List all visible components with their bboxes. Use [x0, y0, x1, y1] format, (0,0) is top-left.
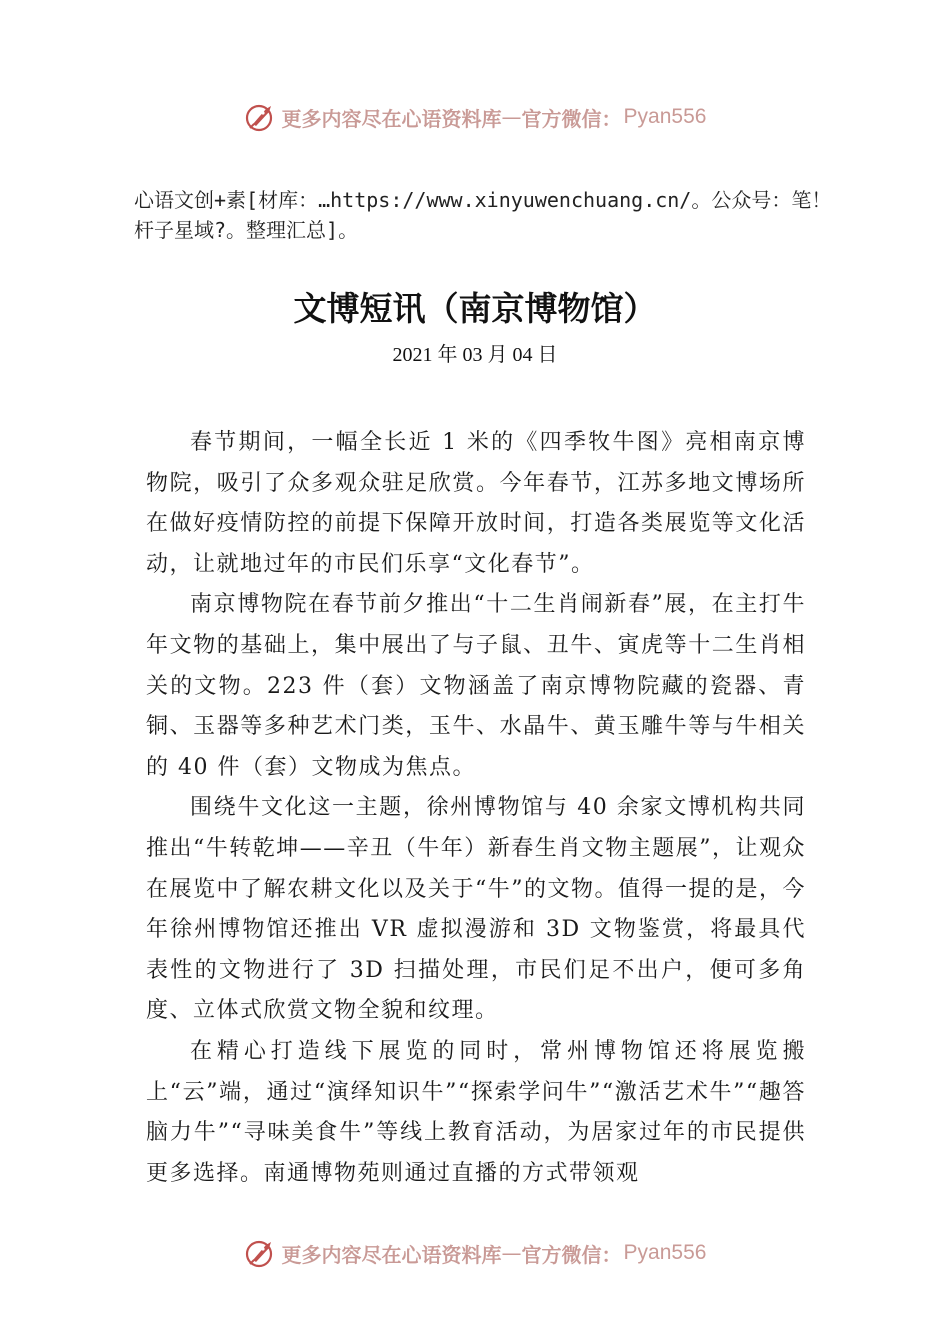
- pen-nib-icon: [244, 1236, 278, 1270]
- paragraph: 春节期间，一幅全长近 1 米的《四季牧牛图》亮相南京博物院，吸引了众多观众驻足欣赏。今年春节，江苏多地文博场所在做好疫情防控的前提下保障开放时间，打造各类展览等文化活动，让就地过年的市民们乐享“文化春节”。: [146, 430, 806, 577]
- paragraph: 南京博物院在春节前夕推出“十二生肖闹新春”展，在主打牛年文物的基础上，集中展出了与子鼠、丑牛、寅虎等十二生肖相关的文物。223 件（套）文物涵盖了南京博物院藏的瓷器、青铜、玉器等多种艺术门类，玉牛、水晶牛、黄玉雕牛等与牛相关的 40 件（套）文物成为焦点。: [146, 592, 806, 780]
- banner-separator: —: [501, 105, 522, 129]
- banner-separator: —: [501, 1241, 522, 1265]
- source-note: 心语文创+素[材库：…https://www.xinyuwenchuang.cn/。公众号：笔！杆子星域?。整理汇总]。: [134, 188, 832, 242]
- footer-banner: [0, 1233, 950, 1273]
- paragraph: 围绕牛文化这一主题，徐州博物馆与 40 余家文博机构共同推出“牛转乾坤——辛丑（牛年）新春生肖文物主题展”，让观众在展览中了解农耕文化以及关于“牛”的文物。值得一提的是，今年徐州博物馆还推出 VR 虚拟漫游和 3D 文物鉴赏，将最具代表性的文物进行了 3D 扫描处理，市民们足不出户，便可多角度、立体式欣赏文物全貌和纹理。: [146, 795, 806, 1024]
- paragraph: 在精心打造线下展览的同时，常州博物馆还将展览搬上“云”端，通过“演绎知识牛”“探索学问牛”“激活艺术牛”“趣答脑力牛”“寻味美食牛”等线上教育活动，为居家过年的市民提供更多选择。南通博物苑则通过直播的方式带领观: [146, 1038, 806, 1186]
- banner-text: 更多内容尽在心语资料库: [281, 1242, 502, 1267]
- header-banner: [0, 97, 950, 137]
- page-title: 文博短讯（南京博物馆）: [293, 289, 657, 328]
- pen-nib-icon: [244, 100, 278, 134]
- article-body: [146, 423, 806, 1194]
- publish-date: 2021 年 03 月 04 日: [392, 344, 558, 366]
- banner-label: 官方微信：: [521, 106, 622, 131]
- banner-label: 官方微信：: [521, 1242, 622, 1267]
- banner-text: 更多内容尽在心语资料库: [281, 106, 502, 131]
- banner-account: Pyan556: [623, 1241, 707, 1264]
- banner-account: Pyan556: [623, 105, 707, 128]
